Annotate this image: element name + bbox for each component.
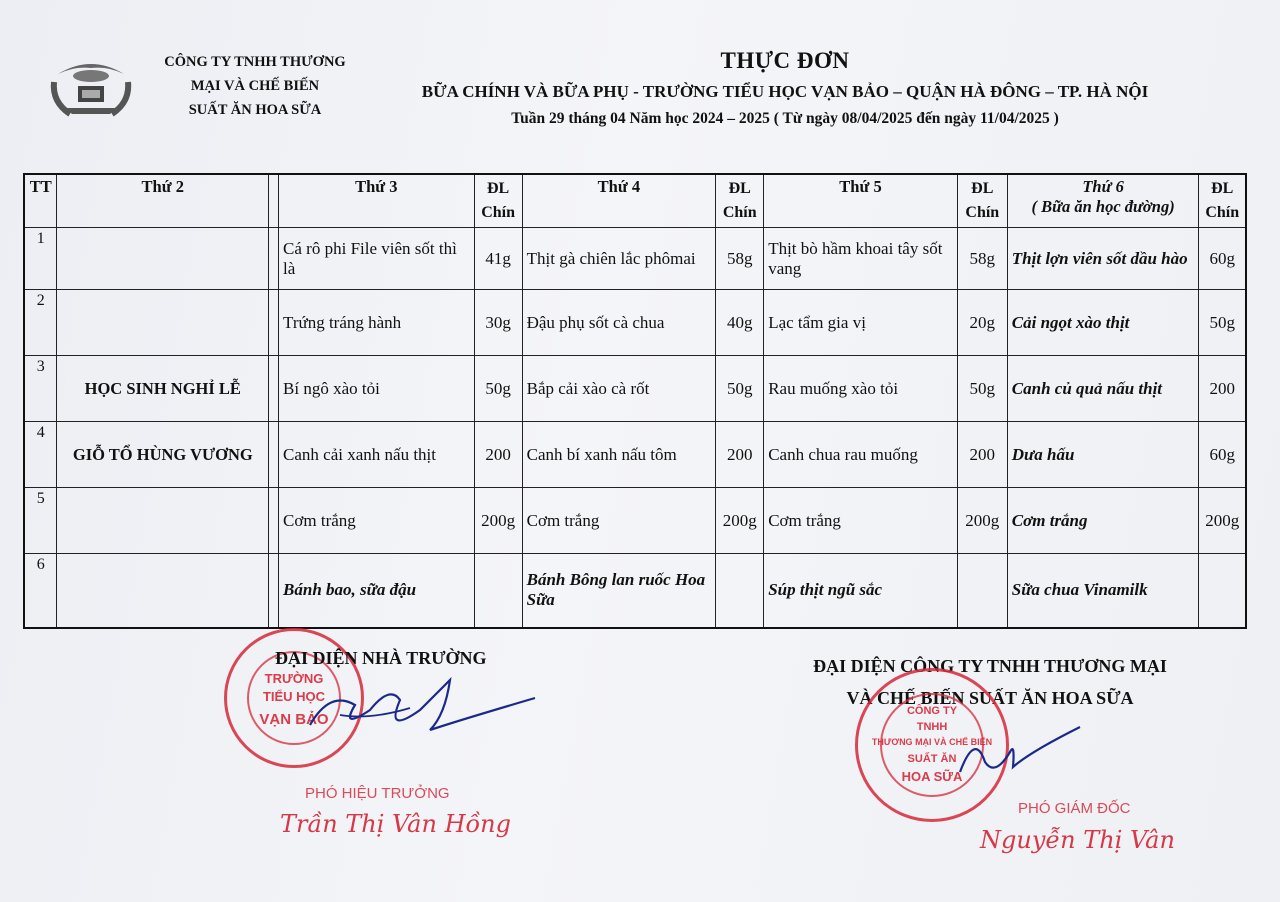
header-thu5: Thứ 5 (764, 174, 958, 228)
thu4-weight: 200 (716, 422, 764, 488)
company-stamp-line-5: HOA SỮA (901, 769, 963, 784)
table-row (24, 290, 1246, 356)
thu3-dish: Bánh bao, sữa đậu (279, 554, 475, 628)
company-name-block (140, 50, 370, 122)
thu5-weight: 58g (957, 228, 1007, 290)
thu5-weight: 20g (957, 290, 1007, 356)
header-dl-label: ĐL (1211, 180, 1234, 197)
school-stamp-line-3: VẠN BẢO (259, 711, 329, 728)
thu5-dish: Rau muống xào tỏi (764, 356, 958, 422)
header-dl-sub: Chín (481, 204, 516, 221)
header-thu6-sub: ( Bữa ăn học đường) (1031, 197, 1175, 216)
thu5-dish: Thịt bò hầm khoai tây sốt vang (764, 228, 958, 290)
thu6-dish: Thịt lợn viên sốt dầu hào (1007, 228, 1199, 290)
column-gap (269, 356, 279, 422)
thu6-dish: Cải ngọt xào thịt (1007, 290, 1199, 356)
table-row (24, 228, 1246, 290)
thu2-cell (57, 554, 269, 628)
column-gap (269, 228, 279, 290)
thu3-weight: 41g (474, 228, 522, 290)
company-line-3: SUẤT ĂN HOA SỮA (188, 102, 322, 118)
thu4-weight: 50g (716, 356, 764, 422)
thu2-cell (57, 228, 269, 290)
thu5-dish: Súp thịt ngũ sắc (764, 554, 958, 628)
thu5-dish: Canh chua rau muống (764, 422, 958, 488)
page-subtitle: BỮA CHÍNH VÀ BỮA PHỤ - TRƯỜNG TIỂU HỌC VẠN BẢO – QUẬN HÀ ĐÔNG – TP. HÀ NỘI (421, 82, 1149, 101)
company-stamp-line-3: THƯƠNG MẠI VÀ CHẾ BIẾN (871, 737, 993, 747)
thu4-dish: Bắp cải xào cà rốt (522, 356, 716, 422)
header-dl-sub: Chín (1205, 204, 1240, 221)
row-number: 6 (24, 554, 57, 628)
thu5-weight: 200 (957, 422, 1007, 488)
thu4-weight: 200g (716, 488, 764, 554)
thu6-weight: 50g (1199, 290, 1246, 356)
thu6-dish: Canh củ quả nấu thịt (1007, 356, 1199, 422)
thu5-weight: 200g (957, 488, 1007, 554)
thu4-weight (716, 554, 764, 628)
thu4-dish: Thịt gà chiên lắc phômai (522, 228, 716, 290)
thu5-weight: 50g (957, 356, 1007, 422)
thu3-dish: Canh cải xanh nấu thịt (279, 422, 475, 488)
company-representative-line-1: ĐẠI DIỆN CÔNG TY TNHH THƯƠNG MẠI (813, 656, 1167, 676)
school-stamp-line-1: TRƯỜNG (264, 671, 324, 686)
header-dl-sub: Chín (722, 204, 757, 221)
thu6-weight: 200 (1199, 356, 1246, 422)
thu5-weight (957, 554, 1007, 628)
header-thu6-label: Thứ 6 (1082, 177, 1124, 196)
page-title: THỰC ĐƠN (720, 48, 850, 73)
thu5-dish: Lạc tẩm gia vị (764, 290, 958, 356)
header-thu2: Thứ 2 (57, 174, 269, 228)
menu-table-body (24, 228, 1246, 628)
header-dl-label: ĐL (971, 180, 994, 197)
thu4-weight: 58g (716, 228, 764, 290)
row-number: 2 (24, 290, 57, 356)
company-position: PHÓ GIÁM ĐỐC (1018, 800, 1131, 817)
header-dl (474, 174, 522, 228)
thu3-dish: Cá rô phi File viên sốt thì là (279, 228, 475, 290)
thu2-cell: GIỖ TỔ HÙNG VƯƠNG (57, 422, 269, 488)
thu6-dish: Cơm trắng (1007, 488, 1199, 554)
thu6-weight: 200g (1199, 488, 1246, 554)
thu6-weight (1199, 554, 1246, 628)
row-number: 1 (24, 228, 57, 290)
table-row (24, 356, 1246, 422)
school-signature (300, 670, 540, 745)
header-dl-label: ĐL (728, 180, 751, 197)
company-logo (48, 52, 134, 118)
header-dl-sub: Chín (965, 204, 1000, 221)
thu6-weight: 60g (1199, 228, 1246, 290)
company-stamp-line-1: CÔNG TY (906, 705, 958, 717)
column-gap (269, 174, 279, 228)
header-tt: TT (24, 174, 57, 228)
thu2-cell (57, 488, 269, 554)
thu3-weight: 200 (474, 422, 522, 488)
thu2-cell: HỌC SINH NGHỈ LỄ (57, 356, 269, 422)
row-number: 5 (24, 488, 57, 554)
thu3-weight (474, 554, 522, 628)
school-position: PHÓ HIỆU TRƯỞNG (305, 785, 450, 802)
company-representative-line-2: VÀ CHẾ BIẾN SUẤT ĂN HOA SỮA (846, 688, 1134, 708)
thu4-dish: Bánh Bông lan ruốc Hoa Sữa (522, 554, 716, 628)
week-range: Tuần 29 tháng 04 Năm học 2024 – 2025 ( Từ ngày 08/04/2025 đến ngày 11/04/2025 ) (511, 110, 1059, 127)
thu2-cell (57, 290, 269, 356)
school-representative-title: ĐẠI DIỆN NHÀ TRƯỜNG (275, 648, 487, 668)
row-number: 4 (24, 422, 57, 488)
thu3-weight: 200g (474, 488, 522, 554)
header-dl (1199, 174, 1246, 228)
thu6-weight: 60g (1199, 422, 1246, 488)
company-line-2: MẠI VÀ CHẾ BIẾN (190, 78, 320, 94)
table-header-row (24, 174, 1246, 228)
table-row (24, 422, 1246, 488)
column-gap (269, 422, 279, 488)
company-stamp-line-2: TNHH (916, 721, 948, 733)
thu4-dish: Canh bí xanh nấu tôm (522, 422, 716, 488)
thu3-weight: 50g (474, 356, 522, 422)
company-signer-name: Nguyễn Thị Vân (980, 826, 1175, 854)
thu3-dish: Trứng tráng hành (279, 290, 475, 356)
header-thu4: Thứ 4 (522, 174, 716, 228)
company-signature (955, 722, 1085, 782)
table-row (24, 488, 1246, 554)
column-gap (269, 554, 279, 628)
header-dl (957, 174, 1007, 228)
thu6-dish: Dưa hấu (1007, 422, 1199, 488)
thu3-dish: Bí ngô xào tỏi (279, 356, 475, 422)
header-thu3: Thứ 3 (279, 174, 475, 228)
menu-table (23, 173, 1247, 629)
column-gap (269, 488, 279, 554)
thu4-dish: Đậu phụ sốt cà chua (522, 290, 716, 356)
column-gap (269, 290, 279, 356)
row-number: 3 (24, 356, 57, 422)
school-signer-name: Trần Thị Vân Hồng (280, 810, 511, 838)
thu3-weight: 30g (474, 290, 522, 356)
thu3-dish: Cơm trắng (279, 488, 475, 554)
school-stamp-line-2: TIỂU HỌC (262, 689, 326, 704)
thu4-weight: 40g (716, 290, 764, 356)
thu5-dish: Cơm trắng (764, 488, 958, 554)
document-title-block (380, 48, 1190, 128)
header-dl-label: ĐL (487, 180, 510, 197)
thu4-dish: Cơm trắng (522, 488, 716, 554)
company-line-1: CÔNG TY TNHH THƯƠNG (164, 54, 346, 70)
table-row (24, 554, 1246, 628)
thu6-dish: Sữa chua Vinamilk (1007, 554, 1199, 628)
company-stamp-line-4: SUẤT ĂN (907, 753, 957, 765)
header-dl (716, 174, 764, 228)
header-thu6 (1007, 174, 1199, 228)
